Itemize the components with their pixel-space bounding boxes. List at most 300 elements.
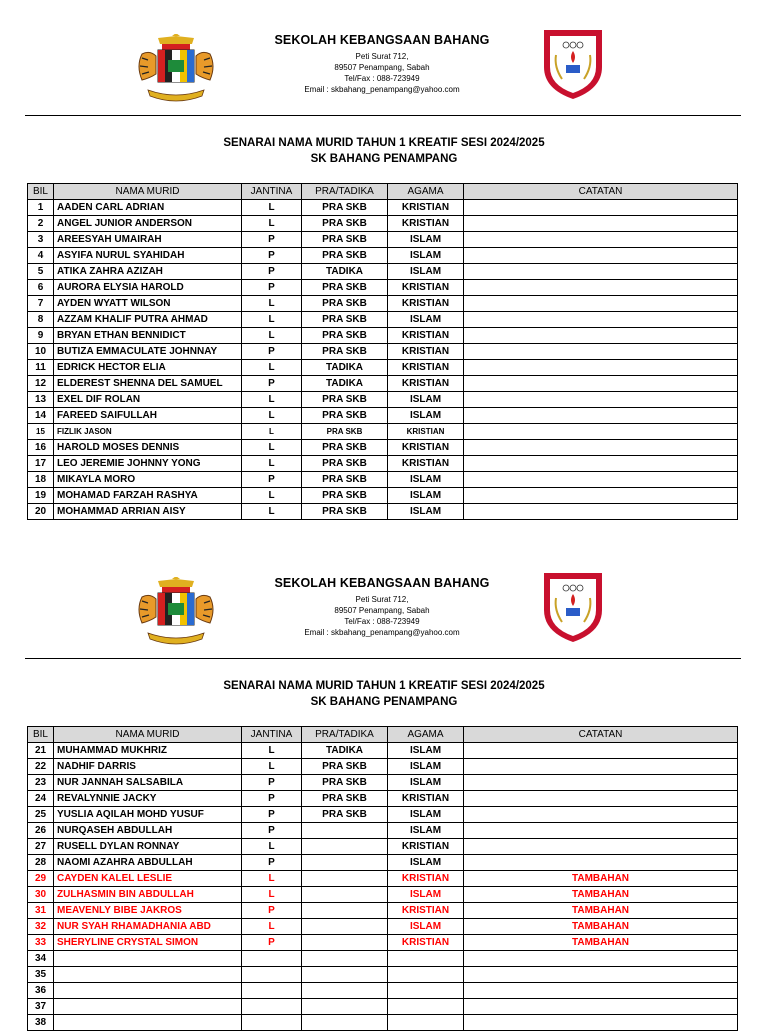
table-row [28, 887, 738, 903]
table-body [28, 743, 738, 1031]
cell-catatan [464, 312, 738, 328]
cell-agama: ISLAM [388, 919, 464, 935]
cell-bil: 25 [28, 807, 54, 823]
school-email: Email : skbahang_penampang@yahoo.com [304, 628, 460, 637]
cell-agama: ISLAM [388, 264, 464, 280]
cell-bil: 14 [28, 408, 54, 424]
col-header-catatan: CATATAN [464, 184, 738, 200]
cell-nama: MOHAMAD FARZAH RASHYA [54, 488, 242, 504]
school-address-line-2: 89507 Penampang, Sabah [334, 63, 430, 72]
cell-bil: 3 [28, 232, 54, 248]
cell-bil: 24 [28, 791, 54, 807]
table-row [28, 472, 738, 488]
cell-nama: ANGEL JUNIOR ANDERSON [54, 216, 242, 232]
cell-nama: ASYIFA NURUL SYAHIDAH [54, 248, 242, 264]
col-header-jantina: JANTINA [242, 184, 302, 200]
cell-agama: KRISTIAN [388, 424, 464, 440]
cell-agama: ISLAM [388, 807, 464, 823]
cell-catatan: TAMBAHAN [464, 871, 738, 887]
cell-bil: 35 [28, 967, 54, 983]
school-name: SEKOLAH KEBANGSAAN BAHANG [274, 576, 490, 590]
cell-jantina: L [242, 759, 302, 775]
cell-nama: LEO JEREMIE JOHNNY YONG [54, 456, 242, 472]
cell-catatan [464, 472, 738, 488]
cell-pra-tadika: TADIKA [302, 743, 388, 759]
cell-jantina: L [242, 887, 302, 903]
cell-bil: 4 [28, 248, 54, 264]
cell-pra-tadika: PRA SKB [302, 472, 388, 488]
cell-pra-tadika [302, 839, 388, 855]
cell-bil: 32 [28, 919, 54, 935]
list-subtitle: SK BAHANG PENAMPANG [310, 153, 458, 165]
cell-bil: 22 [28, 759, 54, 775]
cell-catatan: TAMBAHAN [464, 935, 738, 951]
cell-nama: BUTIZA EMMACULATE JOHNNAY [54, 344, 242, 360]
cell-nama: NAOMI AZAHRA ABDULLAH [54, 855, 242, 871]
table-row [28, 280, 738, 296]
cell-pra-tadika: PRA SKB [302, 232, 388, 248]
cell-jantina: P [242, 280, 302, 296]
col-header-bil: BIL [28, 184, 54, 200]
cell-catatan [464, 951, 738, 967]
cell-jantina: P [242, 855, 302, 871]
cell-catatan [464, 376, 738, 392]
cell-nama: MEAVENLY BIBE JAKROS [54, 903, 242, 919]
cell-jantina: L [242, 200, 302, 216]
cell-bil: 18 [28, 472, 54, 488]
cell-catatan [464, 232, 738, 248]
cell-pra-tadika [302, 855, 388, 871]
cell-nama [54, 983, 242, 999]
cell-jantina: P [242, 232, 302, 248]
cell-nama: HAROLD MOSES DENNIS [54, 440, 242, 456]
cell-catatan: TAMBAHAN [464, 919, 738, 935]
cell-agama: ISLAM [388, 823, 464, 839]
table-row [28, 919, 738, 935]
table-row [28, 807, 738, 823]
cell-bil: 31 [28, 903, 54, 919]
cell-agama: ISLAM [388, 504, 464, 520]
cell-jantina: P [242, 264, 302, 280]
cell-pra-tadika [302, 1015, 388, 1031]
cell-bil: 21 [28, 743, 54, 759]
cell-jantina: L [242, 216, 302, 232]
cell-agama: KRISTIAN [388, 344, 464, 360]
table-row [28, 488, 738, 504]
cell-jantina: P [242, 791, 302, 807]
cell-bil: 23 [28, 775, 54, 791]
school-name: SEKOLAH KEBANGSAAN BAHANG [274, 33, 490, 47]
cell-nama: ATIKA ZAHRA AZIZAH [54, 264, 242, 280]
table-row [28, 328, 738, 344]
cell-catatan [464, 392, 738, 408]
cell-jantina: P [242, 903, 302, 919]
cell-agama: ISLAM [388, 472, 464, 488]
school-header [240, 33, 524, 95]
table-row [28, 999, 738, 1015]
cell-catatan [464, 1015, 738, 1031]
cell-nama: BRYAN ETHAN BENNIDICT [54, 328, 242, 344]
cell-nama [54, 999, 242, 1015]
cell-catatan [464, 360, 738, 376]
cell-jantina: L [242, 504, 302, 520]
table-row [28, 759, 738, 775]
cell-pra-tadika: PRA SKB [302, 392, 388, 408]
col-header-agama: AGAMA [388, 727, 464, 743]
cell-agama [388, 999, 464, 1015]
cell-agama: ISLAM [388, 887, 464, 903]
table-row [28, 456, 738, 472]
cell-catatan [464, 328, 738, 344]
school-address-line-1: Peti Surat 712, [355, 52, 409, 61]
header-divider [25, 658, 741, 659]
cell-pra-tadika: PRA SKB [302, 775, 388, 791]
table-row [28, 504, 738, 520]
table-row [28, 424, 738, 440]
cell-nama [54, 951, 242, 967]
cell-pra-tadika [302, 967, 388, 983]
cell-agama: KRISTIAN [388, 200, 464, 216]
cell-jantina: L [242, 871, 302, 887]
school-address-line-2: 89507 Penampang, Sabah [334, 606, 430, 615]
cell-pra-tadika: PRA SKB [302, 759, 388, 775]
cell-agama [388, 1015, 464, 1031]
cell-catatan [464, 807, 738, 823]
school-email: Email : skbahang_penampang@yahoo.com [304, 85, 460, 94]
cell-agama: KRISTIAN [388, 280, 464, 296]
cell-bil: 13 [28, 392, 54, 408]
table-row [28, 903, 738, 919]
cell-jantina: L [242, 488, 302, 504]
cell-bil: 34 [28, 951, 54, 967]
cell-jantina: L [242, 743, 302, 759]
table-row [28, 296, 738, 312]
col-header-pra-tadika: PRA/TADIKA [302, 184, 388, 200]
cell-catatan [464, 791, 738, 807]
cell-catatan [464, 823, 738, 839]
cell-agama: KRISTIAN [388, 360, 464, 376]
cell-jantina: L [242, 919, 302, 935]
table-row [28, 983, 738, 999]
cell-catatan [464, 983, 738, 999]
cell-nama: RUSELL DYLAN RONNAY [54, 839, 242, 855]
cell-agama: KRISTIAN [388, 903, 464, 919]
cell-bil: 26 [28, 823, 54, 839]
table-header-row [28, 727, 738, 743]
cell-agama [388, 967, 464, 983]
cell-catatan [464, 440, 738, 456]
cell-catatan [464, 855, 738, 871]
list-title: SENARAI NAMA MURID TAHUN 1 KREATIF SESI 2024/2025 [223, 137, 545, 149]
cell-agama: KRISTIAN [388, 328, 464, 344]
cell-catatan [464, 759, 738, 775]
cell-jantina: L [242, 424, 302, 440]
cell-jantina [242, 983, 302, 999]
cell-pra-tadika: PRA SKB [302, 216, 388, 232]
cell-pra-tadika: PRA SKB [302, 488, 388, 504]
cell-pra-tadika: PRA SKB [302, 807, 388, 823]
cell-agama: KRISTIAN [388, 456, 464, 472]
cell-nama: MOHAMMAD ARRIAN AISY [54, 504, 242, 520]
cell-nama [54, 1015, 242, 1031]
cell-catatan [464, 743, 738, 759]
cell-jantina: L [242, 296, 302, 312]
cell-bil: 36 [28, 983, 54, 999]
table-row [28, 791, 738, 807]
cell-agama [388, 983, 464, 999]
cell-catatan [464, 408, 738, 424]
table-row [28, 823, 738, 839]
table-header-row [28, 184, 738, 200]
list-heading [0, 135, 768, 167]
cell-agama: KRISTIAN [388, 839, 464, 855]
cell-agama: ISLAM [388, 248, 464, 264]
cell-nama: NADHIF DARRIS [54, 759, 242, 775]
cell-nama: FAREED SAIFULLAH [54, 408, 242, 424]
cell-bil: 6 [28, 280, 54, 296]
cell-pra-tadika: TADIKA [302, 360, 388, 376]
cell-jantina: P [242, 376, 302, 392]
cell-agama: KRISTIAN [388, 871, 464, 887]
cell-jantina: L [242, 456, 302, 472]
cell-bil: 1 [28, 200, 54, 216]
malaysia-coat-of-arms-icon [128, 577, 224, 649]
cell-jantina: P [242, 935, 302, 951]
cell-pra-tadika: PRA SKB [302, 504, 388, 520]
cell-pra-tadika [302, 999, 388, 1015]
cell-catatan [464, 344, 738, 360]
cell-catatan: TAMBAHAN [464, 903, 738, 919]
cell-bil: 12 [28, 376, 54, 392]
col-header-pra-tadika: PRA/TADIKA [302, 727, 388, 743]
cell-bil: 8 [28, 312, 54, 328]
table-row [28, 951, 738, 967]
cell-bil: 16 [28, 440, 54, 456]
col-header-agama: AGAMA [388, 184, 464, 200]
cell-jantina: L [242, 408, 302, 424]
cell-bil: 11 [28, 360, 54, 376]
cell-bil: 37 [28, 999, 54, 1015]
cell-jantina: P [242, 248, 302, 264]
cell-agama: ISLAM [388, 775, 464, 791]
malaysia-coat-of-arms-icon [128, 34, 224, 106]
table-row [28, 344, 738, 360]
table-row [28, 935, 738, 951]
cell-agama: KRISTIAN [388, 216, 464, 232]
cell-bil: 33 [28, 935, 54, 951]
student-table [27, 183, 738, 520]
cell-catatan [464, 264, 738, 280]
cell-pra-tadika: PRA SKB [302, 296, 388, 312]
table-row [28, 248, 738, 264]
cell-nama: EXEL DIF ROLAN [54, 392, 242, 408]
cell-nama: MUHAMMAD MUKHRIZ [54, 743, 242, 759]
cell-bil: 10 [28, 344, 54, 360]
cell-jantina: P [242, 775, 302, 791]
student-table [27, 726, 738, 1031]
cell-catatan [464, 248, 738, 264]
cell-pra-tadika: TADIKA [302, 376, 388, 392]
cell-nama: CAYDEN KALEL LESLIE [54, 871, 242, 887]
school-badge-icon [542, 570, 604, 644]
cell-bil: 28 [28, 855, 54, 871]
cell-jantina: P [242, 807, 302, 823]
table-row [28, 264, 738, 280]
cell-catatan [464, 424, 738, 440]
cell-nama: YUSLIA AQILAH MOHD YUSUF [54, 807, 242, 823]
school-telfax: Tel/Fax : 088-723949 [344, 617, 420, 626]
list-title: SENARAI NAMA MURID TAHUN 1 KREATIF SESI 2024/2025 [223, 680, 545, 692]
cell-nama: MIKAYLA MORO [54, 472, 242, 488]
cell-nama: NUR JANNAH SALSABILA [54, 775, 242, 791]
cell-jantina: L [242, 360, 302, 376]
cell-agama: KRISTIAN [388, 935, 464, 951]
table-row [28, 743, 738, 759]
cell-catatan [464, 296, 738, 312]
cell-jantina: P [242, 823, 302, 839]
cell-bil: 15 [28, 424, 54, 440]
cell-agama: ISLAM [388, 312, 464, 328]
table-row [28, 200, 738, 216]
cell-agama: ISLAM [388, 855, 464, 871]
cell-nama [54, 967, 242, 983]
cell-pra-tadika: PRA SKB [302, 456, 388, 472]
cell-nama: REVALYNNIE JACKY [54, 791, 242, 807]
table-row [28, 376, 738, 392]
table-row [28, 312, 738, 328]
cell-agama: ISLAM [388, 488, 464, 504]
cell-catatan [464, 280, 738, 296]
table-row [28, 392, 738, 408]
cell-jantina: L [242, 328, 302, 344]
col-header-catatan: CATATAN [464, 727, 738, 743]
cell-pra-tadika [302, 903, 388, 919]
cell-jantina: L [242, 440, 302, 456]
cell-catatan [464, 775, 738, 791]
table-row [28, 232, 738, 248]
cell-catatan [464, 488, 738, 504]
table-row [28, 440, 738, 456]
cell-nama: NURQASEH ABDULLAH [54, 823, 242, 839]
cell-jantina [242, 951, 302, 967]
cell-bil: 20 [28, 504, 54, 520]
table-row [28, 967, 738, 983]
cell-nama: ZULHASMIN BIN ABDULLAH [54, 887, 242, 903]
cell-bil: 9 [28, 328, 54, 344]
cell-bil: 7 [28, 296, 54, 312]
col-header-nama: NAMA MURID [54, 727, 242, 743]
cell-pra-tadika [302, 919, 388, 935]
cell-agama: ISLAM [388, 392, 464, 408]
cell-pra-tadika: PRA SKB [302, 424, 388, 440]
table-body [28, 200, 738, 520]
cell-catatan [464, 200, 738, 216]
cell-agama: ISLAM [388, 408, 464, 424]
cell-nama: AYDEN WYATT WILSON [54, 296, 242, 312]
cell-nama: AZZAM KHALIF PUTRA AHMAD [54, 312, 242, 328]
cell-nama: NUR SYAH RHAMADHANIA ABD [54, 919, 242, 935]
table-row [28, 360, 738, 376]
cell-jantina: L [242, 312, 302, 328]
cell-agama [388, 951, 464, 967]
col-header-bil: BIL [28, 727, 54, 743]
school-address-line-1: Peti Surat 712, [355, 595, 409, 604]
cell-pra-tadika: PRA SKB [302, 200, 388, 216]
cell-catatan [464, 967, 738, 983]
cell-nama: SHERYLINE CRYSTAL SIMON [54, 935, 242, 951]
school-telfax: Tel/Fax : 088-723949 [344, 74, 420, 83]
cell-pra-tadika: PRA SKB [302, 344, 388, 360]
cell-bil: 29 [28, 871, 54, 887]
cell-bil: 30 [28, 887, 54, 903]
cell-jantina: P [242, 472, 302, 488]
school-badge-icon [542, 27, 604, 101]
cell-jantina: L [242, 839, 302, 855]
cell-pra-tadika [302, 935, 388, 951]
cell-pra-tadika [302, 823, 388, 839]
cell-bil: 19 [28, 488, 54, 504]
cell-bil: 38 [28, 1015, 54, 1031]
cell-agama: ISLAM [388, 232, 464, 248]
cell-pra-tadika: PRA SKB [302, 248, 388, 264]
col-header-jantina: JANTINA [242, 727, 302, 743]
cell-pra-tadika: PRA SKB [302, 328, 388, 344]
cell-nama: FIZLIK JASON [54, 424, 242, 440]
cell-nama: AURORA ELYSIA HAROLD [54, 280, 242, 296]
cell-jantina: L [242, 392, 302, 408]
cell-agama: ISLAM [388, 743, 464, 759]
table-row [28, 408, 738, 424]
cell-pra-tadika: PRA SKB [302, 280, 388, 296]
cell-agama: KRISTIAN [388, 376, 464, 392]
cell-jantina [242, 1015, 302, 1031]
table-row [28, 839, 738, 855]
cell-agama: KRISTIAN [388, 440, 464, 456]
cell-bil: 2 [28, 216, 54, 232]
cell-bil: 5 [28, 264, 54, 280]
table-row [28, 855, 738, 871]
header-divider [25, 115, 741, 116]
cell-nama: ELDEREST SHENNA DEL SAMUEL [54, 376, 242, 392]
cell-agama: ISLAM [388, 759, 464, 775]
table-row [28, 216, 738, 232]
cell-agama: KRISTIAN [388, 791, 464, 807]
cell-nama: EDRICK HECTOR ELIA [54, 360, 242, 376]
cell-catatan [464, 216, 738, 232]
table-row [28, 1015, 738, 1031]
cell-pra-tadika: TADIKA [302, 264, 388, 280]
cell-catatan: TAMBAHAN [464, 887, 738, 903]
cell-pra-tadika [302, 951, 388, 967]
cell-catatan [464, 456, 738, 472]
cell-nama: AADEN CARL ADRIAN [54, 200, 242, 216]
table-row [28, 871, 738, 887]
cell-pra-tadika: PRA SKB [302, 440, 388, 456]
cell-pra-tadika [302, 871, 388, 887]
col-header-nama: NAMA MURID [54, 184, 242, 200]
cell-pra-tadika [302, 983, 388, 999]
cell-catatan [464, 504, 738, 520]
cell-bil: 27 [28, 839, 54, 855]
cell-pra-tadika [302, 887, 388, 903]
list-heading [0, 678, 768, 710]
cell-jantina: P [242, 344, 302, 360]
cell-pra-tadika: PRA SKB [302, 408, 388, 424]
table-row [28, 775, 738, 791]
cell-pra-tadika: PRA SKB [302, 312, 388, 328]
list-subtitle: SK BAHANG PENAMPANG [310, 696, 458, 708]
cell-jantina [242, 967, 302, 983]
